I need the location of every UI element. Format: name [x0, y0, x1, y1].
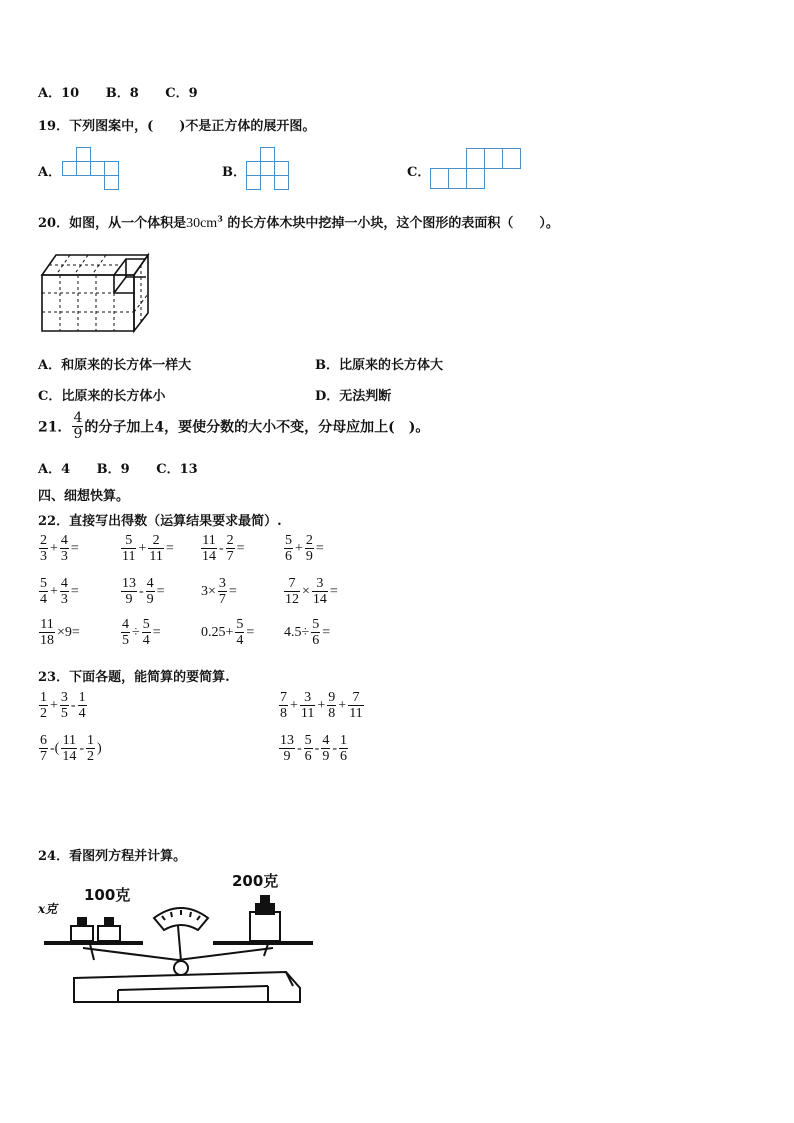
q23-fraction — [78, 690, 87, 721]
operator: = — [228, 583, 237, 599]
operator: = — [329, 583, 338, 599]
operator: 0.25+ — [201, 624, 234, 640]
operator: = — [156, 583, 165, 599]
q23-fraction — [348, 690, 363, 721]
q22-fraction — [235, 617, 244, 648]
operator: = — [315, 540, 324, 556]
fraction-numerator: 1 — [78, 690, 86, 705]
fraction-denominator: 9 — [283, 749, 291, 764]
q19-option-c-label[interactable]: C． — [407, 165, 431, 180]
q21-stem-text: 的分子加上4，要使分数的大小不变，分母应加上( )。 — [84, 419, 430, 436]
q21-frac-num: 4 — [73, 410, 83, 426]
q22-exercise — [120, 576, 166, 607]
fraction-denominator: 4 — [236, 633, 244, 648]
q22-exercise — [120, 617, 162, 648]
q23-fraction — [39, 690, 48, 721]
q21-option-b[interactable]: B．9 — [96, 462, 130, 477]
q23-fraction — [300, 690, 315, 721]
q20-option-b[interactable]: B．比原来的长方体大 — [315, 358, 443, 373]
fraction-denominator: 11 — [122, 549, 136, 564]
operator: ) — [97, 740, 102, 756]
fraction-numerator: 3 — [300, 690, 315, 706]
q22-fraction — [121, 576, 137, 607]
operator: + — [295, 540, 303, 556]
q23-fraction — [39, 733, 48, 764]
fraction-denominator: 7 — [40, 749, 47, 764]
operator: × — [302, 583, 310, 599]
q22-fraction — [39, 533, 48, 564]
q20-stem-pre: 20．如图，从一个体积是 — [38, 216, 187, 231]
operator: - — [314, 740, 320, 756]
fraction-denominator: 2 — [87, 749, 94, 764]
q22-fraction — [39, 617, 55, 648]
q22-exercise — [38, 617, 81, 648]
q18-option-c[interactable]: C．9 — [165, 86, 198, 101]
fraction-numerator: 13 — [122, 576, 136, 591]
q20-option-d[interactable]: D．无法判断 — [315, 389, 392, 404]
q24-label-200g: 200克 — [232, 872, 279, 890]
q23-stem: 23．下面各题，能简算的要简算. — [38, 670, 230, 685]
q22-exercise — [283, 576, 339, 607]
fraction-denominator: 6 — [340, 749, 348, 764]
fraction-denominator: 9 — [125, 592, 133, 607]
operator: ×9= — [57, 624, 80, 640]
operator: - — [79, 740, 84, 756]
operator: + — [338, 697, 347, 713]
fraction-denominator: 8 — [280, 706, 287, 721]
fraction-numerator: 5 — [142, 617, 150, 632]
q22-fraction — [226, 533, 235, 564]
fraction-numerator: 11 — [40, 617, 54, 632]
q21-option-a[interactable]: A．4 — [38, 462, 71, 477]
fraction-numerator: 5 — [121, 533, 136, 549]
operator: = — [70, 540, 79, 556]
fraction-numerator: 3 — [312, 576, 328, 592]
q22-fraction — [284, 576, 300, 607]
fraction-denominator: 3 — [60, 549, 68, 564]
fraction-denominator: 3 — [60, 592, 68, 607]
q20-option-a[interactable]: A．和原来的长方体一样大 — [38, 358, 192, 373]
fraction-numerator: 2 — [40, 533, 47, 548]
q23-fraction — [279, 733, 295, 764]
section-4-title: 四、细想快算。 — [38, 489, 130, 504]
q23-fraction — [339, 733, 348, 764]
q20-volume: 30cm — [186, 216, 218, 231]
q20-stem — [38, 212, 559, 232]
fraction-denominator: 4 — [78, 706, 86, 721]
fraction-denominator: 14 — [312, 592, 327, 607]
fraction-numerator: 1 — [40, 690, 47, 705]
fraction-numerator: 3 — [60, 690, 68, 705]
q19-net-c — [430, 147, 524, 195]
operator: + — [50, 540, 58, 556]
fraction-denominator: 14 — [202, 549, 216, 564]
operator: + — [317, 697, 326, 713]
q24-label-100g: 100克 — [84, 886, 131, 904]
operator: -( — [50, 740, 60, 756]
fraction-denominator: 9 — [305, 549, 313, 564]
q23-fraction — [60, 690, 69, 721]
fraction-numerator: 5 — [40, 576, 47, 591]
operator: = — [70, 583, 79, 599]
fraction-denominator: 4 — [142, 633, 150, 648]
q22-fraction — [60, 576, 69, 607]
operator: = — [322, 624, 331, 640]
q22-fraction — [60, 533, 69, 564]
operator: 4.5÷ — [284, 624, 310, 640]
q23-fraction — [327, 690, 336, 721]
q22-exercise — [283, 617, 331, 648]
fraction-denominator: 6 — [304, 749, 312, 764]
operator: 3× — [201, 583, 216, 599]
fraction-numerator: 2 — [226, 533, 234, 548]
fraction-numerator: 7 — [284, 576, 300, 592]
q22-exercise — [38, 576, 80, 607]
operator: + — [50, 583, 58, 599]
q23-fraction — [304, 733, 313, 764]
operator: = — [236, 540, 245, 556]
operator: - — [219, 540, 224, 556]
fraction-numerator: 9 — [328, 690, 336, 705]
fraction-denominator: 7 — [218, 592, 226, 607]
operator: - — [139, 583, 144, 599]
q22-exercise — [200, 617, 255, 648]
fraction-numerator: 1 — [340, 733, 348, 748]
q24-stem: 24．看图列方程并计算。 — [38, 849, 187, 864]
q18-option-a[interactable]: A．10 — [38, 86, 80, 101]
q21-frac-den: 9 — [73, 426, 83, 442]
q23-fraction — [321, 733, 330, 764]
fraction-denominator: 9 — [322, 749, 330, 764]
q23-expression-3 — [38, 733, 103, 764]
fraction-numerator: 13 — [280, 733, 294, 748]
q22-fraction — [121, 533, 136, 564]
q22-exercise — [38, 533, 80, 564]
q21-number: 21． — [38, 419, 72, 436]
fraction-denominator: 11 — [349, 706, 363, 721]
fraction-numerator: 2 — [305, 533, 313, 548]
fraction-numerator: 5 — [312, 617, 320, 632]
q20-volume-exponent: 3 — [217, 213, 223, 224]
q20-option-c[interactable]: C．比原来的长方体小 — [38, 389, 166, 404]
operator: = — [152, 624, 161, 640]
q22-fraction — [312, 576, 328, 607]
fraction-numerator: 5 — [285, 533, 292, 548]
fraction-numerator: 5 — [236, 617, 244, 632]
fraction-numerator: 4 — [146, 576, 154, 591]
q22-exercise — [283, 533, 325, 564]
fraction-numerator: 7 — [348, 690, 363, 706]
fraction-numerator: 4 — [60, 533, 68, 548]
operator: - — [70, 697, 76, 713]
q23-fraction — [61, 733, 77, 764]
fraction-numerator: 5 — [304, 733, 312, 748]
q24-label-x: x克 — [38, 902, 58, 916]
fraction-denominator: 18 — [40, 633, 54, 648]
fraction-denominator: 12 — [285, 592, 299, 607]
fraction-denominator: 3 — [40, 549, 47, 564]
fraction-denominator: 9 — [146, 592, 154, 607]
q20-stem-post: 的长方体木块中挖掉一小块，这个图形的表面积（ ）。 — [227, 216, 559, 231]
q21-fraction — [72, 411, 83, 442]
q23-fraction — [279, 690, 288, 721]
fraction-denominator: 2 — [40, 706, 47, 721]
fraction-denominator: 6 — [285, 549, 292, 564]
q22-fraction — [284, 533, 293, 564]
fraction-denominator: 8 — [328, 706, 336, 721]
q22-exercise — [200, 576, 238, 607]
operator: + — [290, 697, 298, 713]
q22-fraction — [201, 533, 217, 564]
fraction-numerator: 1 — [87, 733, 94, 748]
fraction-numerator: 4 — [322, 733, 330, 748]
fraction-numerator: 3 — [218, 576, 226, 591]
q22-exercise — [200, 533, 246, 564]
operator: + — [138, 540, 147, 556]
q22-exercise — [120, 533, 175, 564]
operator: = — [246, 624, 255, 640]
fraction-numerator: 4 — [60, 576, 68, 591]
q22-fraction — [311, 617, 320, 648]
q22-fraction — [218, 576, 227, 607]
q19-stem: 19．下列图案中，( )不是正方体的展开图。 — [38, 119, 316, 134]
fraction-numerator: 2 — [148, 533, 163, 549]
fraction-denominator: 5 — [60, 706, 68, 721]
fraction-numerator: 11 — [202, 533, 216, 548]
q23-expression-2 — [278, 690, 365, 721]
fraction-denominator: 5 — [122, 633, 129, 648]
q18-option-b[interactable]: B．8 — [105, 86, 139, 101]
operator: = — [165, 540, 174, 556]
q23-expression-4 — [278, 733, 349, 764]
q18-options — [38, 82, 220, 101]
q22-fraction — [121, 617, 130, 648]
operator: - — [297, 740, 302, 756]
operator: + — [50, 697, 58, 713]
q19-net-a — [62, 147, 122, 195]
fraction-denominator: 6 — [312, 633, 320, 648]
fraction-numerator: 7 — [280, 690, 287, 705]
q19-net-b — [246, 147, 292, 195]
operator: - — [332, 740, 338, 756]
q23-fraction — [86, 733, 95, 764]
fraction-denominator: 11 — [149, 549, 163, 564]
q21-stem — [38, 411, 429, 442]
fraction-denominator: 14 — [62, 749, 77, 764]
q22-fraction — [142, 617, 151, 648]
q19-option-a-label[interactable]: A． — [38, 165, 62, 180]
fraction-numerator: 6 — [40, 733, 47, 748]
q19-option-b-label[interactable]: B． — [222, 165, 246, 180]
q22-fraction — [146, 576, 155, 607]
q22-fraction — [148, 533, 163, 564]
q22-fraction — [39, 576, 48, 607]
q22-fraction — [305, 533, 314, 564]
q21-option-c[interactable]: C．13 — [156, 462, 198, 477]
q22-stem: 22．直接写出得数（运算结果要求最简）. — [38, 514, 282, 529]
q20-cuboid-figure — [36, 247, 156, 341]
q23-expression-1 — [38, 690, 88, 721]
q24-balance-scale-figure — [38, 868, 338, 1012]
fraction-denominator: 7 — [226, 549, 234, 564]
q21-options — [38, 458, 220, 477]
fraction-numerator: 4 — [122, 617, 129, 632]
fraction-numerator: 11 — [62, 733, 77, 748]
fraction-denominator: 4 — [40, 592, 47, 607]
operator: ÷ — [132, 624, 140, 640]
fraction-denominator: 11 — [300, 706, 315, 721]
